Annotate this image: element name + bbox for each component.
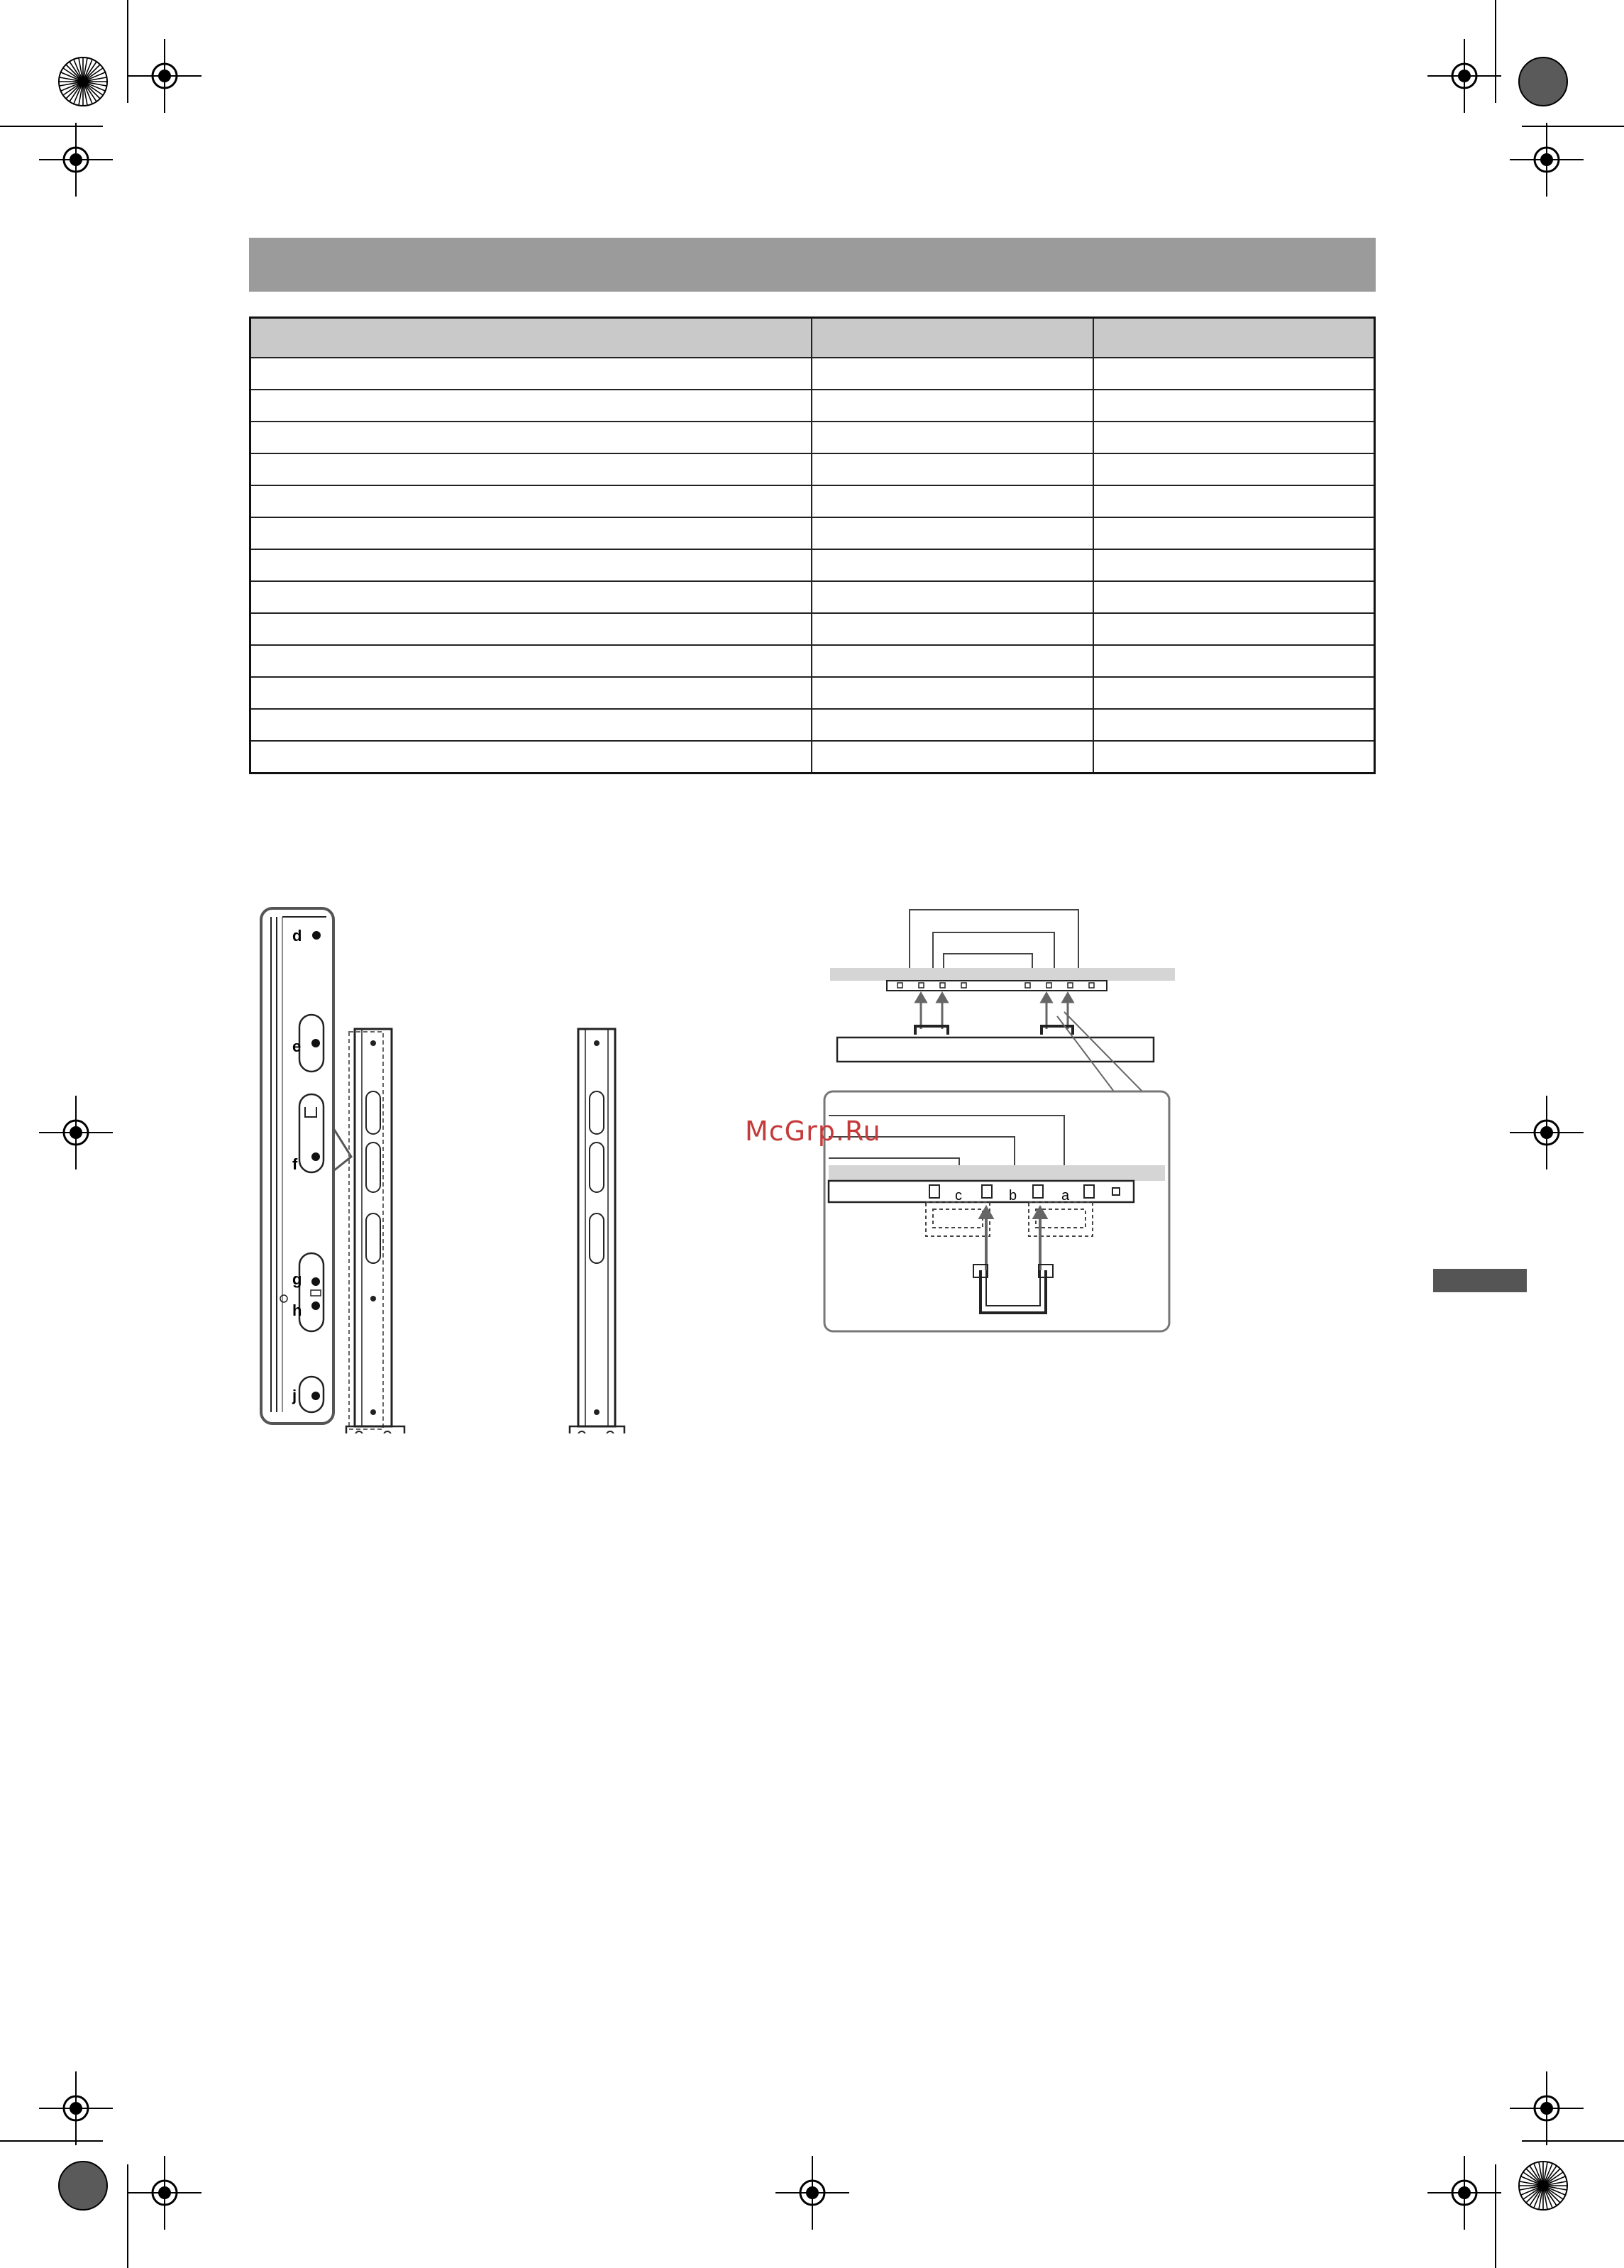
table-cell (250, 517, 812, 549)
table-cell (812, 549, 1093, 581)
section-side-tab (1433, 1269, 1527, 1292)
table-cell (1093, 645, 1375, 677)
table-row (250, 517, 1375, 549)
table-row (250, 645, 1375, 677)
table-cell (250, 358, 812, 390)
label-e: e (292, 1037, 302, 1055)
table-row (250, 390, 1375, 422)
table-row (250, 613, 1375, 645)
table-cell (1093, 422, 1375, 453)
section-header-bar (249, 238, 1376, 292)
table-cell (250, 709, 812, 741)
label-c: c (955, 1188, 962, 1204)
table-cell (812, 422, 1093, 453)
table-cell (1093, 390, 1375, 422)
bracket-b (570, 1029, 624, 1433)
table-cell (1093, 517, 1375, 549)
table-row (250, 581, 1375, 613)
table-cell (812, 677, 1093, 709)
spec-table (249, 316, 1376, 774)
table-cell (812, 581, 1093, 613)
bracket-illustration (255, 901, 653, 1433)
table-cell (1093, 709, 1375, 741)
table-cell (250, 549, 812, 581)
table-cell (812, 453, 1093, 485)
table-cell (250, 581, 812, 613)
table-cell (1093, 741, 1375, 774)
table-cell (250, 613, 812, 645)
table-row (250, 741, 1375, 774)
table-cell (812, 709, 1093, 741)
watermark-text: McGrp.Ru (745, 1116, 881, 1147)
table-cell (1093, 613, 1375, 645)
label-d: d (292, 927, 302, 945)
table-cell (812, 613, 1093, 645)
table-cell (1093, 677, 1375, 709)
table-cell (250, 422, 812, 453)
table-cell (1093, 549, 1375, 581)
table-row (250, 677, 1375, 709)
label-j: j (292, 1387, 297, 1404)
table-cell (812, 390, 1093, 422)
table-cell (812, 741, 1093, 774)
table-cell (1093, 485, 1375, 517)
table-cell (1093, 581, 1375, 613)
table-cell (1093, 358, 1375, 390)
table-cell (250, 390, 812, 422)
table-cell (812, 485, 1093, 517)
label-b: b (1009, 1188, 1017, 1204)
table-cell (250, 485, 812, 517)
table-cell (250, 453, 812, 485)
table-header-row (250, 318, 1375, 358)
label-h: h (292, 1301, 302, 1319)
table-row (250, 358, 1375, 390)
label-a: a (1061, 1188, 1070, 1204)
table-header-cell (250, 318, 812, 358)
table-header-cell (1093, 318, 1375, 358)
bracket-a (346, 1029, 404, 1433)
table-cell (812, 645, 1093, 677)
table-cell (1093, 453, 1375, 485)
table-cell (812, 358, 1093, 390)
table-cell (250, 677, 812, 709)
table-row (250, 453, 1375, 485)
table-row (250, 709, 1375, 741)
table-header-cell (812, 318, 1093, 358)
table-cell (250, 645, 812, 677)
table-row (250, 549, 1375, 581)
table-cell (812, 517, 1093, 549)
table-cell (250, 741, 812, 774)
table-row (250, 485, 1375, 517)
label-g: g (292, 1270, 302, 1288)
label-f: f (292, 1155, 298, 1173)
table-row (250, 422, 1375, 453)
